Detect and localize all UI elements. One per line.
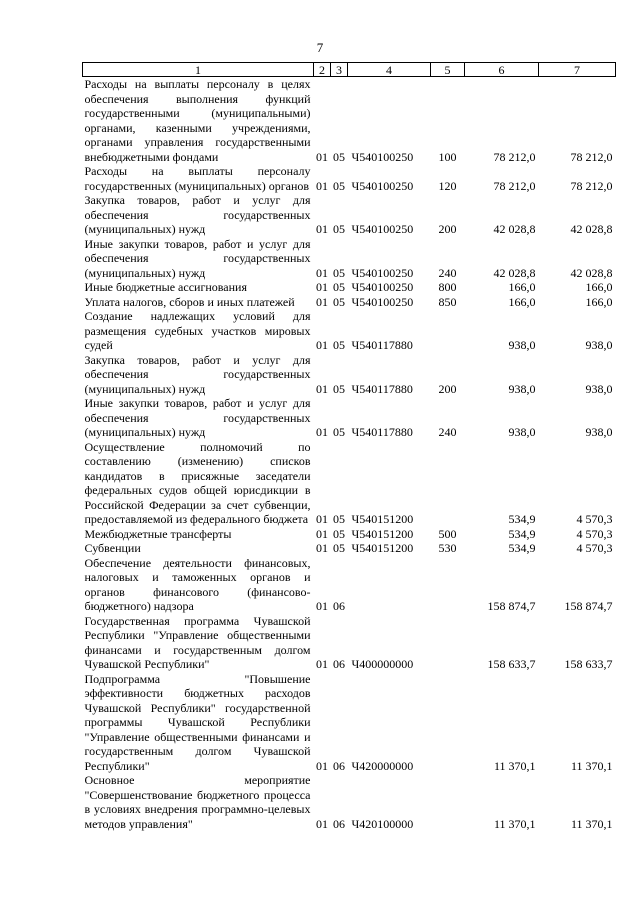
subsection-code-cell: 05 (333, 381, 345, 396)
subsection-code-cell: 06 (333, 758, 345, 773)
amount-cell: 42 028,8 (570, 222, 613, 236)
target-article-cell: Ч540117880 (351, 425, 413, 439)
expense-name-cell: Закупка товаров, работ и услуг для обеспечения государственных (муниципальных) нужд (84, 193, 311, 236)
table-row (83, 295, 616, 310)
section-code-cell: 01 (316, 425, 328, 439)
section-code-cell: 01 (316, 599, 328, 613)
column-header: 3 (331, 63, 348, 77)
expense-name-cell: Основное мероприятие "Совершенствование бюджетного процесса в условиях внедрения программно-целевых методов управления" (84, 773, 311, 831)
expense-type-cell: 240 (438, 425, 457, 439)
target-article-cell: Ч540151200 (351, 526, 414, 541)
amount-cell: 166,0 (585, 294, 613, 309)
table-header-row (83, 63, 616, 77)
target-article-cell: Ч540151200 (351, 512, 414, 526)
amount-cell: 158 633,7 (564, 657, 613, 671)
subsection-code-cell: 05 (333, 265, 345, 280)
amount-cell: 78 212,0 (493, 149, 536, 164)
table-row (83, 193, 616, 237)
table-row (83, 556, 616, 614)
expense-type-cell (431, 556, 465, 614)
subsection-code-cell: 05 (333, 526, 345, 541)
amount-cell: 4 570,3 (576, 512, 613, 526)
subsection-code-cell: 05 (333, 512, 345, 526)
table-row (83, 280, 616, 295)
table-row (83, 396, 616, 440)
expense-type-cell: 850 (438, 294, 457, 309)
column-header: 5 (431, 63, 465, 77)
expense-type-cell (431, 614, 465, 672)
amount-cell: 534,9 (508, 512, 536, 526)
target-article-cell: Ч540100250 (351, 265, 414, 280)
expense-name-cell: Иные закупки товаров, работ и услуг для обеспечения государственных (муниципальных) нужд (84, 396, 311, 439)
budget-table (82, 62, 616, 831)
amount-cell: 166,0 (508, 294, 536, 309)
page-number: 7 (316, 40, 324, 55)
section-code-cell: 01 (316, 381, 328, 396)
column-header: 1 (83, 63, 314, 77)
subsection-code-cell: 06 (333, 599, 345, 613)
expense-type-cell: 200 (438, 381, 457, 396)
amount-cell: 4 570,3 (576, 526, 613, 541)
subsection-code-cell: 05 (333, 280, 345, 294)
section-code-cell: 01 (316, 294, 328, 309)
subsection-code-cell: 05 (333, 338, 345, 352)
amount-cell: 78 212,0 (493, 178, 536, 193)
amount-cell: 166,0 (508, 280, 536, 294)
table-row (83, 773, 616, 831)
expense-type-cell: 500 (438, 526, 457, 541)
expense-name-cell: Обеспечение деятельности финансовых, налоговых и таможенных органов и органов финансового (финансово-бюджетного) надзора (84, 555, 311, 613)
amount-cell: 4 570,3 (576, 541, 613, 555)
section-code-cell: 01 (316, 265, 328, 280)
section-code-cell: 01 (316, 526, 328, 541)
section-code-cell: 01 (316, 280, 328, 294)
expense-name-cell: Государственная программа Чувашской Республики "Управление общественными финансами и государственным долгом Чувашской Республики" (84, 613, 311, 671)
table-row (83, 672, 616, 774)
target-article-cell (348, 556, 431, 614)
amount-cell: 166,0 (585, 280, 613, 294)
amount-cell: 158 633,7 (487, 657, 536, 671)
amount-cell: 42 028,8 (570, 265, 613, 280)
amount-cell: 938,0 (585, 381, 613, 396)
expense-type-cell (431, 440, 465, 527)
target-article-cell: Ч420000000 (351, 758, 414, 773)
amount-cell: 938,0 (508, 425, 536, 439)
amount-cell: 938,0 (508, 381, 536, 396)
expense-type-cell (431, 773, 465, 831)
amount-cell: 938,0 (508, 338, 536, 352)
table-row (83, 164, 616, 193)
amount-cell: 11 370,1 (570, 816, 613, 831)
expense-type-cell: 240 (438, 265, 457, 280)
target-article-cell: Ч540117880 (351, 338, 413, 352)
column-header: 4 (348, 63, 431, 77)
amount-cell: 938,0 (585, 425, 613, 439)
expense-name-cell: Расходы на выплаты персоналу государственных (муниципальных) органов (84, 164, 311, 193)
subsection-code-cell: 05 (333, 149, 345, 164)
amount-cell: 11 370,1 (570, 758, 613, 773)
amount-cell: 938,0 (585, 338, 613, 352)
table-row (83, 440, 616, 527)
amount-cell: 42 028,8 (493, 222, 536, 236)
amount-cell: 158 874,7 (487, 599, 536, 613)
expense-name-cell: Осуществление полномочий по составлению (изменению) списков кандидатов в присяжные заседатели федеральных судов общей юрисдикции в Российской Федерации за счет субвенции, предоставляемой из федерального бюджета (84, 439, 311, 526)
section-code-cell: 01 (316, 338, 328, 352)
amount-cell: 78 212,0 (570, 178, 613, 193)
subsection-code-cell: 05 (333, 541, 345, 555)
target-article-cell: Ч540117880 (351, 381, 413, 396)
target-article-cell: Ч540151200 (351, 541, 414, 555)
amount-cell: 11 370,1 (493, 816, 536, 831)
expense-type-cell: 120 (438, 178, 457, 193)
target-article-cell: Ч540100250 (351, 280, 414, 294)
target-article-cell: Ч420100000 (351, 816, 414, 831)
section-code-cell: 01 (316, 178, 328, 193)
expense-type-cell: 100 (438, 149, 457, 164)
subsection-code-cell: 05 (333, 425, 345, 439)
column-header: 7 (539, 63, 616, 77)
section-code-cell: 01 (316, 149, 328, 164)
expense-name-cell: Закупка товаров, работ и услуг для обеспечения государственных (муниципальных) нужд (84, 352, 311, 396)
subsection-code-cell: 06 (333, 657, 345, 671)
column-header: 6 (465, 63, 539, 77)
expense-name-cell: Создание надлежащих условий для размещения судебных участков мировых судей (84, 309, 311, 352)
section-code-cell: 01 (316, 758, 328, 773)
column-header: 2 (314, 63, 331, 77)
target-article-cell: Ч400000000 (351, 657, 414, 671)
table-row (83, 77, 616, 165)
expense-type-cell: 800 (438, 280, 457, 294)
expense-name-cell: Субвенции (84, 541, 141, 555)
expense-type-cell: 200 (438, 222, 457, 236)
subsection-code-cell: 05 (333, 294, 345, 309)
amount-cell: 534,9 (508, 526, 536, 541)
section-code-cell: 01 (316, 541, 328, 555)
amount-cell: 78 212,0 (570, 149, 613, 164)
expense-name-cell: Подпрограмма "Повышение эффективности бюджетных расходов Чувашской Республики" государственной программы Чувашской Республики "Управление общественными финансами и государственным долгом Чувашской Республики" (84, 671, 311, 773)
table-row (83, 237, 616, 281)
expense-name-cell: Уплата налогов, сборов и иных платежей (84, 294, 295, 309)
section-code-cell: 01 (316, 512, 328, 526)
table-row (83, 541, 616, 556)
table-row (83, 353, 616, 397)
target-article-cell: Ч540100250 (351, 178, 414, 193)
section-code-cell: 01 (316, 816, 328, 831)
table-row (83, 614, 616, 672)
expense-name-cell: Расходы на выплаты персоналу в целях обеспечения выполнения функций государственными (муниципальными) органами, казенными учреждениями, органами управления государственными внебюджетными фондами (84, 77, 311, 164)
target-article-cell: Ч540100250 (351, 149, 414, 164)
amount-cell: 534,9 (508, 541, 536, 555)
target-article-cell: Ч540100250 (351, 294, 414, 309)
target-article-cell: Ч540100250 (351, 222, 414, 236)
amount-cell: 11 370,1 (493, 758, 536, 773)
expense-type-cell (431, 309, 465, 353)
subsection-code-cell: 05 (333, 178, 345, 193)
subsection-code-cell: 05 (333, 222, 345, 236)
section-code-cell: 01 (316, 222, 328, 236)
section-code-cell: 01 (316, 657, 328, 671)
table-row (83, 309, 616, 353)
amount-cell: 42 028,8 (493, 265, 536, 280)
expense-name-cell: Иные бюджетные ассигнования (84, 280, 247, 294)
table-row (83, 527, 616, 542)
expense-name-cell: Иные закупки товаров, работ и услуг для обеспечения государственных (муниципальных) нужд (84, 236, 311, 280)
expense-type-cell (431, 672, 465, 774)
expense-type-cell: 530 (438, 541, 457, 555)
amount-cell: 158 874,7 (564, 599, 613, 613)
expense-name-cell: Межбюджетные трансферты (84, 526, 232, 541)
subsection-code-cell: 06 (333, 816, 345, 831)
